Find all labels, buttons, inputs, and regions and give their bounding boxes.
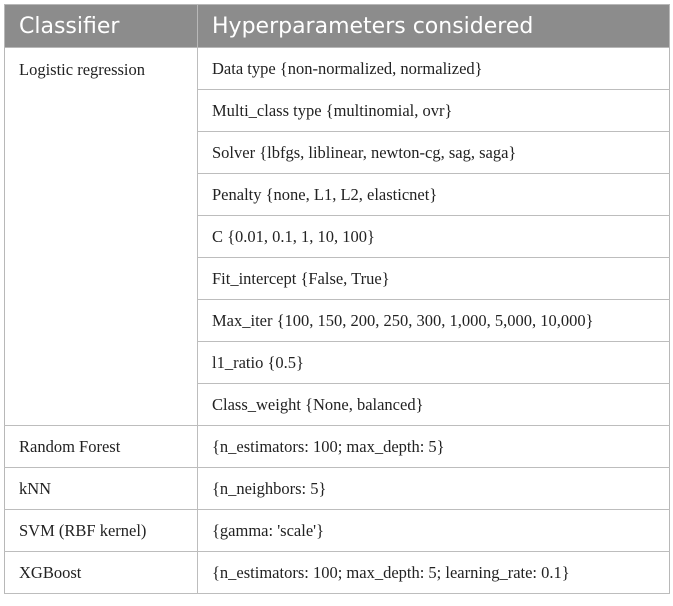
classifier-cell: kNN xyxy=(5,468,198,510)
hyperparameter-cell: Solver {lbfgs, liblinear, newton-cg, sag, saga} xyxy=(198,132,670,174)
hyperparameter-table xyxy=(4,4,670,594)
hyperparameter-cell: {gamma: 'scale'} xyxy=(198,510,670,552)
header-row xyxy=(5,5,670,48)
hyperparameter-cell: {n_estimators: 100; max_depth: 5; learning_rate: 0.1} xyxy=(198,552,670,594)
classifier-cell: XGBoost xyxy=(5,552,198,594)
hyperparameter-cell: Multi_class type {multinomial, ovr} xyxy=(198,90,670,132)
classifier-cell: SVM (RBF kernel) xyxy=(5,510,198,552)
hyperparameter-cell: C {0.01, 0.1, 1, 10, 100} xyxy=(198,216,670,258)
hyperparameter-cell: {n_neighbors: 5} xyxy=(198,468,670,510)
table-row xyxy=(5,48,670,90)
hyperparameter-cell: Class_weight {None, balanced} xyxy=(198,384,670,426)
hyperparameter-cell: Fit_intercept {False, True} xyxy=(198,258,670,300)
table-row xyxy=(5,552,670,594)
header-classifier: Classifier xyxy=(5,5,198,48)
table-row xyxy=(5,426,670,468)
hyperparameter-cell: l1_ratio {0.5} xyxy=(198,342,670,384)
hyperparameter-cell: Penalty {none, L1, L2, elasticnet} xyxy=(198,174,670,216)
table-row xyxy=(5,510,670,552)
hyperparameter-cell: Max_iter {100, 150, 200, 250, 300, 1,000, 5,000, 10,000} xyxy=(198,300,670,342)
table-row xyxy=(5,468,670,510)
hyperparameter-cell: Data type {non-normalized, normalized} xyxy=(198,48,670,90)
header-hyperparameters: Hyperparameters considered xyxy=(198,5,670,48)
classifier-cell: Random Forest xyxy=(5,426,198,468)
classifier-cell: Logistic regression xyxy=(5,48,198,426)
hyperparameter-cell: {n_estimators: 100; max_depth: 5} xyxy=(198,426,670,468)
